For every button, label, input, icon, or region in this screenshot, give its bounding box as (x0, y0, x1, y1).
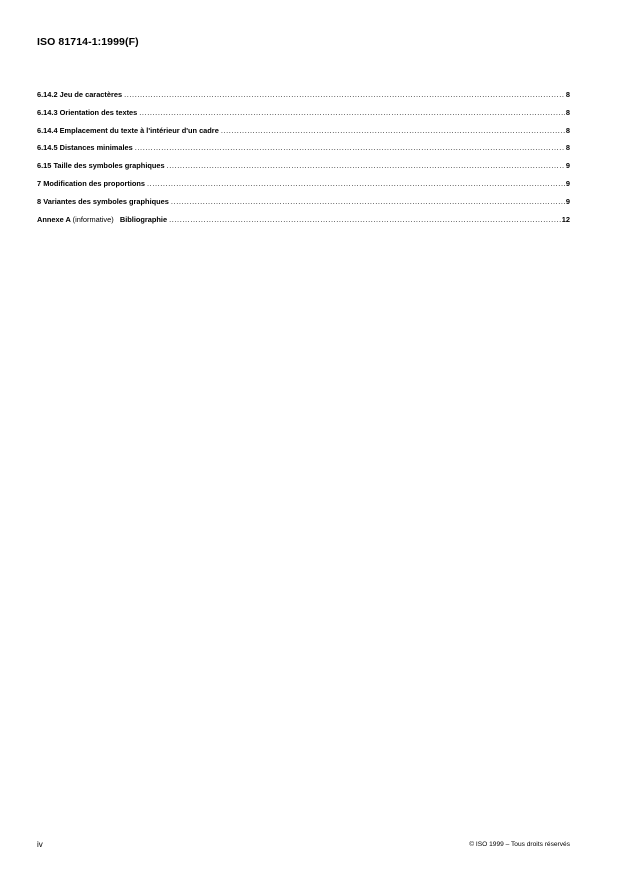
document-header-title: ISO 81714-1:1999(F) (37, 36, 139, 48)
toc-entry-qualifier: (informative) (72, 214, 114, 224)
toc-entry[interactable] (37, 175, 570, 193)
toc-dot-leader (135, 139, 565, 157)
toc-entry-text (37, 86, 122, 104)
toc-dot-leader (139, 104, 565, 122)
toc-dot-leader (221, 122, 565, 140)
toc-entry-number: 7 (37, 178, 42, 188)
toc-entry-title: Orientation des textes (59, 107, 138, 117)
toc-entry-text (37, 157, 165, 175)
footer-copyright: © ISO 1999 – Tous droits réservés (469, 841, 570, 848)
toc-dot-leader (169, 211, 561, 229)
toc-entry-text (37, 175, 145, 193)
toc-entry-page: 8 (565, 125, 570, 135)
toc-entry-number: 8 (37, 196, 42, 206)
toc-entry-title: Emplacement du texte à l'intérieur d'un cadre (59, 125, 219, 135)
toc-entry-page: 9 (565, 178, 570, 188)
toc-entry-title: Bibliographie (119, 214, 168, 224)
toc-dot-leader (147, 175, 565, 193)
toc-entry-title: Modification des proportions (43, 178, 146, 188)
footer-page-number: iv (37, 840, 43, 849)
toc-entry-text (37, 211, 167, 229)
toc-entry-text (37, 104, 137, 122)
toc-entry-page: 8 (565, 90, 570, 99)
toc-dot-leader (171, 193, 565, 211)
toc-entry-number: 6.15 (37, 161, 52, 171)
toc-entry-text (37, 193, 169, 211)
toc-entry-title: Jeu de caractères (59, 90, 123, 99)
toc-dot-leader (124, 86, 565, 104)
toc-entry-text (37, 122, 219, 140)
toc-entry[interactable] (37, 193, 570, 211)
toc-entry-title: Variantes des symboles graphiques (43, 196, 169, 206)
toc-entry-number: 6.14.5 (37, 143, 58, 153)
toc-entry[interactable] (37, 86, 570, 104)
toc-entry[interactable] (37, 157, 570, 175)
toc-entry[interactable] (37, 139, 570, 157)
toc-entry-page: 8 (565, 107, 570, 117)
toc-entry-number: 6.14.4 (37, 125, 58, 135)
toc-dot-leader (167, 157, 565, 175)
toc-entry-title: Distances minimales (59, 143, 133, 153)
toc-entry-page: 8 (565, 143, 570, 153)
toc-entry-page: 12 (561, 214, 570, 224)
toc-entry[interactable] (37, 122, 570, 140)
toc-entry[interactable] (37, 104, 570, 122)
toc-entry-annex[interactable] (37, 211, 570, 229)
table-of-contents (37, 86, 570, 228)
toc-entry-number: Annexe A (37, 214, 71, 224)
toc-entry-title: Taille des symboles graphiques (53, 161, 165, 171)
toc-entry-text (37, 139, 133, 157)
toc-entry-page: 9 (565, 161, 570, 171)
toc-entry-page: 9 (565, 196, 570, 206)
toc-entry-number: 6.14.2 (37, 90, 58, 99)
toc-entry-number: 6.14.3 (37, 107, 58, 117)
